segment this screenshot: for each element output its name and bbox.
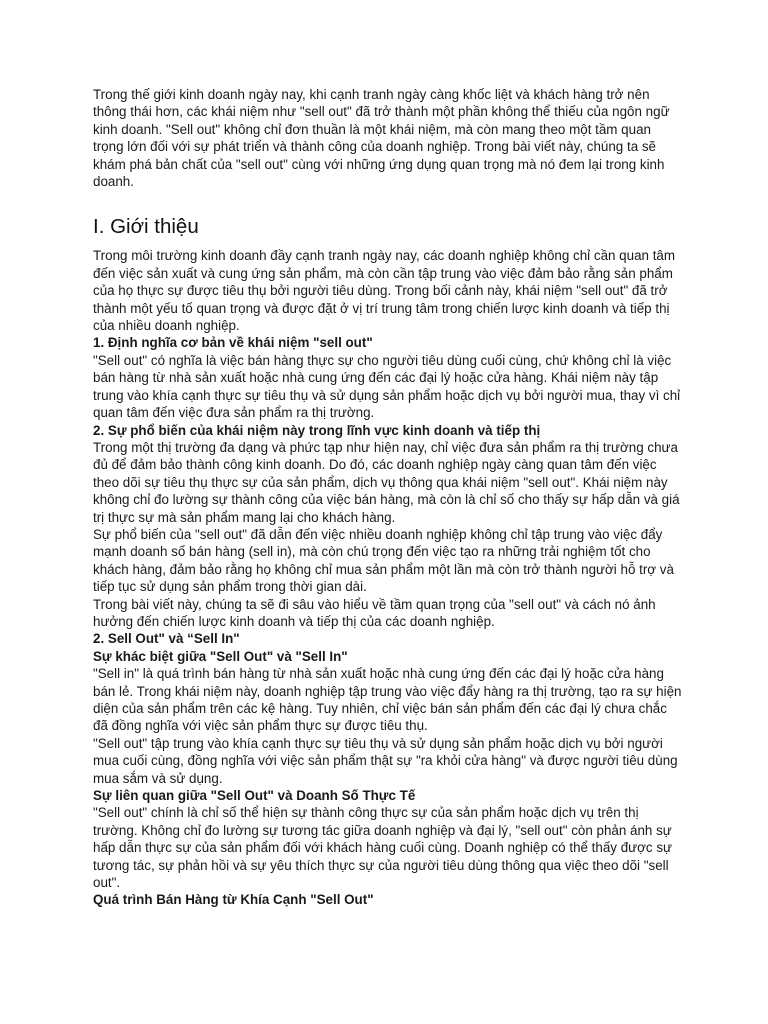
heading-relation-revenue: Sự liên quan giữa "Sell Out" và Doanh Số Thực Tế xyxy=(93,788,416,804)
document-body xyxy=(93,86,683,909)
heading-sales-process: Quá trình Bán Hàng từ Khía Cạnh "Sell Out" xyxy=(93,892,374,908)
paragraph-popularity-effects: Sự phổ biến của "sell out" đã dẫn đến việc nhiều doanh nghiệp không chỉ tập trung vào việc đẩy mạnh doanh số bán hàng (sell in), mà còn chú trọng đến việc tạo ra những trải nghiệm tốt cho khách hàng, đảm bảo rằng họ không chỉ mua sản phẩm một lần mà còn trở thành người hỗ trợ và tiếp tục sử dụng sản phẩm trong thời gian dài. xyxy=(93,526,674,595)
paragraph-context: Trong môi trường kinh doanh đầy cạnh tranh ngày nay, các doanh nghiệp không chỉ cần quan tâm đến việc sản xuất và cung ứng sản phẩm, mà còn cần tập trung vào việc đảm bảo rằng sản phẩm của họ thực sự được tiêu thụ bởi người tiêu dùng. Trong bối cảnh này, khái niệm "sell out" đã trở thành một yếu tố quan trọng và được đặt ở vị trí trung tâm trong chiến lược kinh doanh và tiếp thị của nhiều doanh nghiệp. xyxy=(93,248,676,334)
heading-sellout-sellin: 2. Sell Out" và “Sell In" xyxy=(93,631,240,647)
paragraph-relation-revenue: "Sell out" chính là chỉ số thể hiện sự thành công thực sự của sản phẩm hoặc dịch vụ trên thị trường. Không chỉ đo lường sự tương tác giữa doanh nghiệp và đại lý, "sell out" còn phản ánh sự hấp dẫn thực sự của sản phẩm đối với khách hàng cuối cùng. Doanh nghiệp có thể thấy được sự tương tác, sự phản hồi và sự yêu thích thực sự của người tiêu dùng thông qua việc theo dõi "sell out". xyxy=(93,805,672,891)
heading-popularity: 2. Sự phổ biến của khái niệm này trong lĩnh vực kinh doanh và tiếp thị xyxy=(93,422,541,438)
heading-difference: Sự khác biệt giữa "Sell Out" và "Sell In" xyxy=(93,648,348,664)
paragraph-popularity: Trong một thị trường đa dạng và phức tạp như hiện nay, chỉ việc đưa sản phẩm ra thị trường chưa đủ để đảm bảo thành công kinh doanh. Do đó, các doanh nghiệp ngày càng quan tâm đến việc theo dõi sự tiêu thụ thực sự của sản phẩm, dịch vụ thông qua khái niệm "sell out". Khái niệm này không chỉ đo lường sự thành công của việc bán hàng, mà còn là chỉ số cho thấy sự hấp dẫn và giá trị thực sự mà sản phẩm mang lại cho khách hàng. xyxy=(93,439,680,525)
section-title: I. Giới thiệu xyxy=(93,215,199,239)
paragraph-definition: "Sell out" có nghĩa là việc bán hàng thực sự cho người tiêu dùng cuối cùng, chứ không chỉ là việc bán hàng từ nhà sản xuất hoặc nhà cung ứng đến các đại lý hoặc cửa hàng. Khái niệm này tập trung vào khía cạnh thực sự tiêu thụ và sử dụng sản phẩm hoặc dịch vụ bởi người mua, thay vì chỉ quan tâm đến việc đưa sản phẩm ra thị trường. xyxy=(93,352,681,421)
paragraph-sell-out: "Sell out" tập trung vào khía cạnh thực sự tiêu thụ và sử dụng sản phẩm hoặc dịch vụ bởi người mua cuối cùng, đồng nghĩa với việc sản phẩm thật sự "ra khỏi cửa hàng" và được người tiêu dùng mua sắm và sử dụng. xyxy=(93,735,678,786)
paragraph-sell-in: "Sell in" là quá trình bán hàng từ nhà sản xuất hoặc nhà cung ứng đến các đại lý hoặc cửa hàng bán lẻ. Trong khái niệm này, doanh nghiệp tập trung vào việc đẩy hàng ra thị trường, tạo ra sự hiện diện của sản phẩm trên các kệ hàng. Tuy nhiên, chỉ việc bán sản phẩm đến các đại lý chưa chắc đã đồng nghĩa với việc sản phẩm thực sự được tiêu thụ. xyxy=(93,666,682,734)
intro-paragraph: Trong thế giới kinh doanh ngày nay, khi cạnh tranh ngày càng khốc liệt và khách hàng trở nên thông thái hơn, các khái niệm như "sell out" đã trở thành một phần không thể thiếu của ngôn ngữ kinh doanh. "Sell out" không chỉ đơn thuần là một khái niệm, mà còn mang theo một tầm quan trọng lớn đối với sự phát triển và thành công của doanh nghiệp. Trong bài viết này, chúng ta sẽ khám phá bản chất của "sell out" cùng với những ứng dụng quan trọng mà nó đem lại trong kinh doanh. xyxy=(93,87,670,190)
heading-definition: 1. Định nghĩa cơ bản về khái niệm "sell out" xyxy=(93,335,373,351)
paragraph-article-scope: Trong bài viết này, chúng ta sẽ đi sâu vào hiểu về tầm quan trọng của "sell out" và cách nó ảnh hưởng đến chiến lược kinh doanh và tiếp thị của các doanh nghiệp. xyxy=(93,596,656,629)
